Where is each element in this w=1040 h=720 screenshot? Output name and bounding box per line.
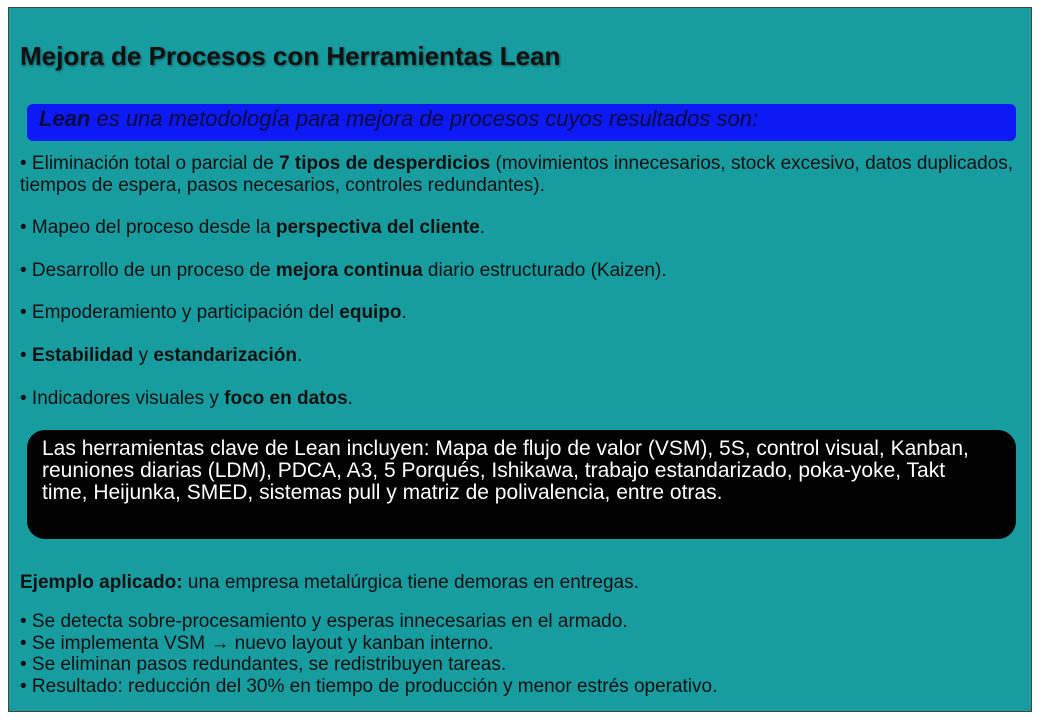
list-item: • Resultado: reducción del 30% en tiempo de producción y menor estrés operativo. [20, 675, 718, 697]
list-item: • Se eliminan pasos redundantes, se redistribuyen tareas. [20, 654, 507, 675]
bullet-bold: perspectiva del cliente [275, 217, 480, 238]
bullet-kaizen [20, 260, 667, 282]
bullet-text: diario estructurado (Kaizen). [422, 260, 667, 281]
bullet-text: . [401, 302, 407, 323]
slide [8, 7, 1032, 712]
example-heading [20, 572, 639, 594]
bullet-text: • Desarrollo de un proceso de [20, 260, 276, 281]
intro-bold: Lean [39, 106, 91, 131]
bullet-visual [20, 388, 353, 410]
bullet-text: y [133, 345, 154, 366]
bullet-customer [20, 217, 485, 239]
bullet-stability [20, 345, 302, 367]
bullet-text: • Eliminación total o parcial de [20, 153, 280, 174]
bullet-text: • Mapeo del proceso desde la [20, 217, 276, 238]
bullet-bold: equipo [339, 302, 402, 323]
bullet-bold: Estabilidad [31, 345, 134, 366]
bullet-team [20, 302, 407, 324]
tools-text: Las herramientas clave de Lean incluyen: Mapa de flujo de valor (VSM), 5S, control visual, Kanban, reuniones diarias (LDM), PDCA, A3, 5 Porqués, Ishikawa, trabajo estandarizado, poka-yoke, Takt time, Heijunka, SMED, sistemas pull y matriz de polivalencia, entre otras. [42, 437, 969, 504]
bullet-text: • Empoderamiento y participación del [20, 302, 340, 323]
bullet-text: (movimientos innecesarios, stock excesivo, datos duplicados, tiempos de espera, pasos necesarios, controles redundantes). [20, 153, 1013, 196]
bullet-bold: mejora continua [275, 260, 423, 281]
example-list [20, 611, 717, 697]
bullet-text: . [347, 388, 353, 409]
bullet-bold: estandarización [153, 345, 297, 366]
intro-box [27, 104, 1016, 141]
list-item: • Se detecta sobre-procesamiento y esperas innecesarias en el armado. [20, 611, 628, 632]
tools-box [27, 430, 1016, 539]
bullet-waste [20, 153, 1020, 197]
list-item: • Se implementa VSM → nuevo layout y kanban interno. [20, 632, 494, 654]
example-text: una empresa metalúrgica tiene demoras en entregas. [182, 572, 639, 593]
bullet-bold: foco en datos [224, 388, 348, 409]
bullet-text: . [296, 345, 303, 366]
intro-text: es una metodología para mejora de procesos cuyos resultados son: [90, 106, 759, 131]
bullet-bold: 7 tipos de desperdicios [279, 153, 491, 174]
bullet-text: . [479, 217, 486, 238]
bullet-text: • Indicadores visuales y [20, 388, 225, 409]
slide-title: Mejora de Procesos con Herramientas Lean [20, 41, 561, 71]
bullet-text: • [20, 345, 32, 366]
example-label: Ejemplo aplicado: [20, 572, 183, 593]
